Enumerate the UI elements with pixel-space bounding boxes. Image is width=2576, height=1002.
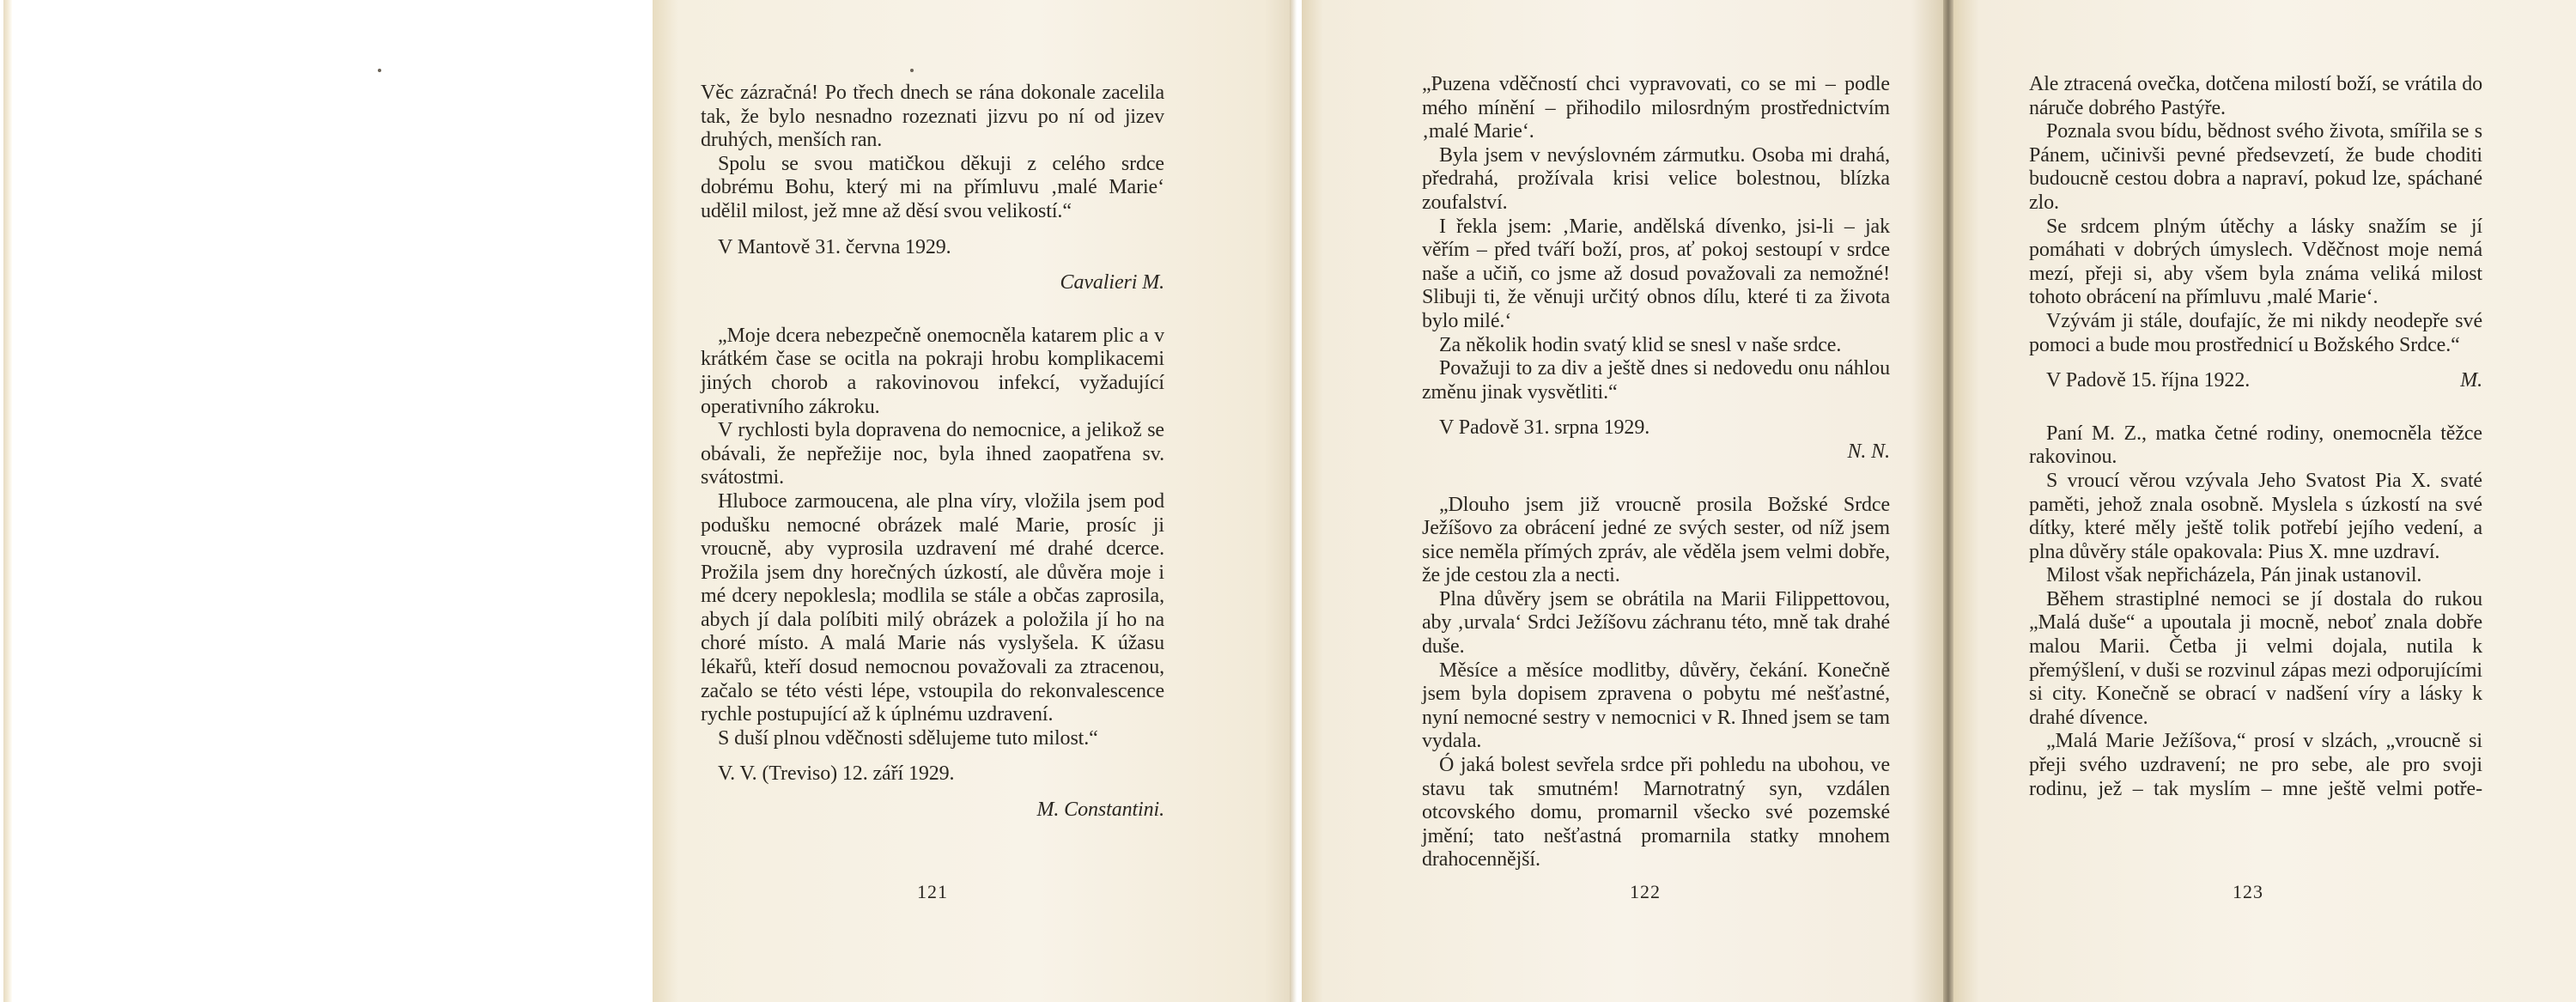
paragraph: Ó jaká bolest sevřela srdce při pohledu na ubohou, ve stavu tak smutném! Marnotratný syn, vzdálen otcovského domu, promarnil všecko své pozemské jmění; tato nešťastná promarnila statky mnohem drahocennější.: [1422, 754, 1890, 871]
paragraph: Paní M. Z., matka četné rodiny, onemocněla těžce rakovinou.: [2029, 422, 2482, 469]
letter-date-line: [2029, 369, 2482, 393]
page-number: 121: [917, 881, 948, 902]
page-123-text: [2029, 73, 2482, 801]
paragraph: „Puzena vděčností chci vypravovati, co se mi – podle mého mínění – přihodilo milosrdným prostřednictvím ‚malé Marie‘.: [1422, 73, 1890, 143]
paragraph: Měsíce a měsíce modlitby, důvěry, čekání. Konečně jsem byla dopisem zpravena o pobytu mé nešťastné, nyní nemocné sestry v nemocnici v R. Ihned jsem se tam vydala.: [1422, 659, 1890, 753]
paragraph: „Malá Marie Ježíšova,“ prosí v slzách, „vroucně si přeji svého uzdravení; ne pro sebe, ale pro svoji rodinu, jež – tak myslím – mne ještě velmi potře-: [2029, 730, 2482, 800]
paragraph: I řekla jsem: ‚Marie, andělská dívenko, jsi-li – jak věřím – před tváří boží, pros, ať pokoj sestoupí v srdce naše a učiň, co jsme až dosud považovali za nemožné! Slibuji ti, že věnuji určitý obnos dílu, které ti za života bylo milé.‘: [1422, 215, 1890, 332]
paragraph: Byla jsem v nevýslovném zármutku. Osoba mi drahá, předrahá, prožívala krisi velice bolestnou, blízka zoufalství.: [1422, 143, 1890, 214]
book-spine-gutter: [1943, 0, 1953, 1002]
scan-speck: [378, 69, 381, 72]
blank-left-page: [0, 0, 648, 1002]
paragraph: S vroucí věrou vzývala Jeho Svatost Pia X. svaté paměti, jehož znala osobně. Myslela s úzkostí na své dítky, které měly ještě tolik potřebí jejího vedení, a plna důvěry stále opakovala: Pius X. mne uzdraví.: [2029, 469, 2482, 563]
letter-signature: M.: [2460, 369, 2482, 392]
letter-date: V. V. (Treviso) 12. září 1929.: [718, 762, 955, 786]
left-page-edge: [3, 0, 12, 1002]
letter-signature: M. Constantini.: [1036, 799, 1164, 822]
paragraph: Se srdcem plným útěchy a lásky snažím se jí pomáhati v dobrých úmyslech. Vděčnost moje nemá mezí, přeji si, aby všem byla známa veliká milost tohoto obrácení na přímluvu ‚malé Marie‘.: [2029, 215, 2482, 309]
page-122-text: [1422, 73, 1890, 872]
paragraph: Za několik hodin svatý klid se snesl v naše srdce.: [1439, 333, 1842, 356]
paragraph: „Moje dcera nebezpečně onemocněla katarem plic a v krátkém čase se ocitla na pokraji hrobu komplikacemi jiných chorob a rakovinovou infekcí, vyžadující operativního zákroku.: [701, 324, 1164, 418]
paragraph: Spolu se svou matičkou děkuji z celého srdce dobrému Bohu, který mi na přímluvu ‚malé Marie‘ udělil milost, jež mne až děsí svou velikostí.“: [701, 152, 1164, 222]
letter-date: V Padově 15. října 1922.: [2046, 369, 2251, 392]
paragraph: Během strastiplné nemoci se jí dostala do rukou „Malá duše“ a upoutala ji mocně, neboť znala dobře malou Marii. Četba ji velmi dojala, nutila k přemýšlení, v duši se rozvinul zápas mezi odporujícími si city. Konečně se obrací v nadšení víry a lásky k drahé dívence.: [2029, 587, 2482, 729]
page-gap: [1290, 0, 1302, 1002]
letter-date: V Mantově 31. června 1929.: [718, 235, 951, 258]
page-number: 122: [1630, 881, 1661, 902]
paragraph: Hluboce zarmoucena, ale plna víry, vložila jsem pod podušku nemocné obrázek malé Marie, prosíc ji vroucně, aby vyprosila uzdravení mé drahé dcerce. Prožila jsem dny horečných úzkostí, ale důvěra moje i mé dcery nepoklesla; modlila se stále a občas zaprosila, abych jí dala políbiti milý obrázek a položila jí ho na choré místo. A malá Marie nás vyslyšela. K úžasu lékařů, kteří dosud nemocnou považovali za ztracenou, začalo se této vésti lépe, vstoupila do rekonvalescence rychle postupující až k úplnému uzdravení.: [701, 489, 1164, 726]
paragraph: S duší plnou vděčnosti sdělujeme tuto milost.“: [718, 726, 1098, 750]
scan-speck: [910, 69, 914, 72]
paragraph: V rychlosti byla dopravena do nemocnice, a jelikož se obávali, že nepřežije noc, byla ihned zaopatřena sv. svátostmi.: [701, 419, 1164, 489]
letter-date: V Padově 31. srpna 1929.: [1439, 416, 1650, 440]
paragraph: Vzývám ji stále, doufajíc, že mi nikdy neodepře své pomoci a bude mou prostřednicí u Božského Srdce.“: [2029, 309, 2482, 356]
page-number: 123: [2233, 881, 2263, 902]
letter-signature: N. N.: [1847, 440, 1890, 463]
paragraph: Milost však nepřicházela, Pán jinak ustanovil.: [2046, 564, 2422, 587]
paragraph: Ale ztracená ovečka, dotčena milostí boží, se vrátila do náruče dobrého Pastýře.: [2029, 73, 2482, 119]
paragraph: Poznala svou bídu, bědnost svého života, smířila se s Pánem, učinivši pevné předsevzetí, že bude choditi budoucně cestou dobra a napraví, pokud lze, spáchané zlo.: [2029, 120, 2482, 214]
letter-signature: Cavalieri M.: [1060, 271, 1164, 295]
page-121-text: [701, 82, 1164, 823]
paragraph: Plna důvěry jsem se obrátila na Marii Filippettovou, aby ‚urvala‘ Srdci Ježíšovu záchranu této, mně tak drahé duše.: [1422, 587, 1890, 659]
paragraph: „Dlouho jsem již vroucně prosila Božské Srdce Ježíšovo za obrácení jedné ze svých sester, od níž jsem sice neměla přímých zpráv, ale věděla jsem velmi dobře, že jde cestou zla a necti.: [1422, 493, 1890, 587]
paragraph: Považuji to za div a ještě dnes si nedovedu onu náhlou změnu jinak vysvětliti.“: [1422, 357, 1890, 404]
paragraph: Věc zázračná! Po třech dnech se rána dokonale zacelila tak, že bylo nesnadno rozeznati jizvu po ní od jizev druhých, menších ran.: [701, 82, 1164, 152]
